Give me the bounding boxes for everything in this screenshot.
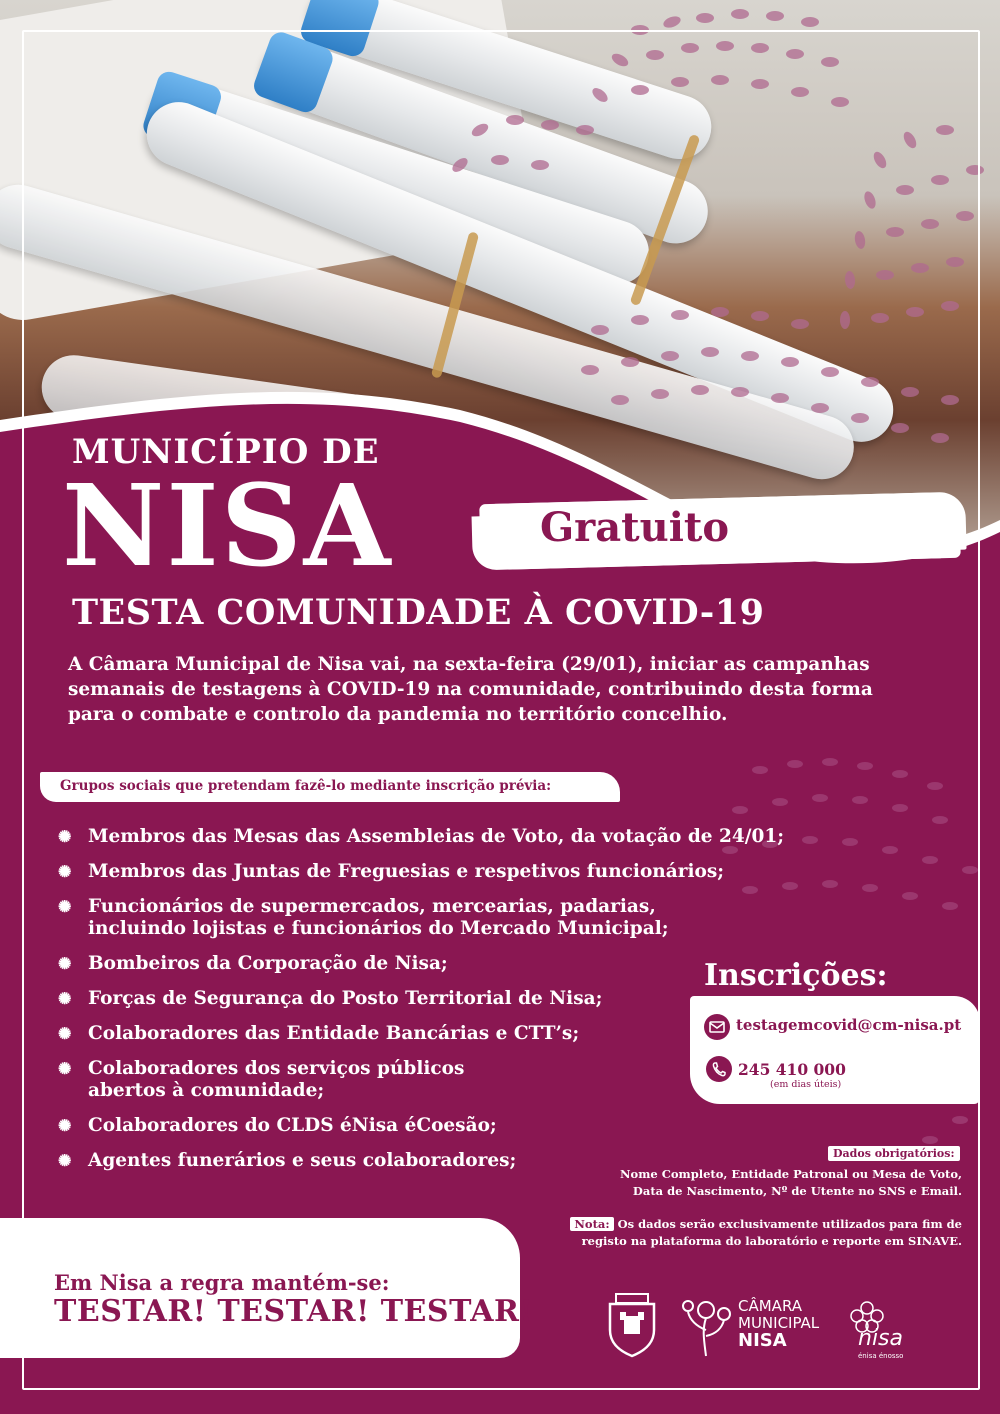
logo-text: CÂMARA (738, 1297, 803, 1315)
list-item-text: Colaboradores das Entidade Bancárias e CTT’s; (88, 1023, 580, 1044)
dados-text (582, 1166, 962, 1200)
enisa-logo: nisa (858, 1326, 903, 1351)
inscricoes-title: Inscrições: (704, 958, 888, 993)
dados-label: Dados obrigatórios: (828, 1146, 960, 1161)
list-item-text: Agentes funerários e seus colaboradores; (88, 1150, 517, 1171)
nota-line: registo na plataforma do laboratório e reporte em SINAVE. (581, 1234, 962, 1248)
email-link[interactable]: testagemcovid@cm-nisa.pt (736, 1016, 962, 1034)
flower-logo-icon (676, 1290, 736, 1358)
slogan-intro: Em Nisa a regra mantém-se: (54, 1270, 390, 1295)
dados-line: Data de Nascimento, Nº de Utente no SNS e Email. (632, 1184, 962, 1198)
list-item-text: Membros das Juntas de Freguesias e respetivos funcionários; (88, 861, 725, 882)
phone-note: (em dias úteis) (770, 1079, 842, 1090)
list-item (58, 896, 818, 940)
list-item-text: Forças de Segurança do Posto Territorial de Nisa; (88, 988, 603, 1009)
flower-bullet-icon: ✺ (58, 897, 72, 916)
gratuito-badge: Gratuito (540, 504, 730, 551)
slogan-testar: TESTAR! TESTAR! TESTAR! (54, 1294, 534, 1329)
headline: TESTA COMUNIDADE À COVID-19 (72, 592, 765, 633)
nota-line: Os dados serão exclusivamente utilizados para fim de (617, 1217, 962, 1231)
coat-of-arms-logo (602, 1290, 662, 1360)
logo-text: MUNICIPAL (738, 1314, 820, 1332)
flower-bullet-icon: ✺ (58, 954, 72, 973)
flower-bullet-icon: ✺ (58, 989, 72, 1008)
envelope-icon (704, 1014, 730, 1040)
list-item-text: abertos à comunidade; (88, 1080, 325, 1101)
dados-line: Nome Completo, Entidade Patronal ou Mesa de Voto, (620, 1167, 962, 1181)
nota-text (542, 1216, 962, 1250)
nisa-title: NISA (62, 461, 393, 592)
list-item-text: incluindo lojistas e funcionários do Mercado Municipal; (88, 918, 669, 939)
intro-line: A Câmara Municipal de Nisa vai, na sexta-feira (29/01), iniciar as campanhas (68, 654, 870, 675)
list-item-text: Membros das Mesas das Assembleias de Voto, da votação de 24/01; (88, 826, 785, 847)
list-item (58, 1115, 818, 1137)
phone-icon (706, 1056, 732, 1082)
flower-bullet-icon: ✺ (58, 827, 72, 846)
nota-label: Nota: (570, 1217, 613, 1231)
municipio-label: MUNICÍPIO DE (72, 432, 380, 472)
logo-text: NISA (738, 1330, 787, 1351)
flower-bullet-icon: ✺ (58, 1024, 72, 1043)
list-item-text: Colaboradores do CLDS éNisa éCoesão; (88, 1115, 497, 1136)
phone-number[interactable]: 245 410 000 (738, 1060, 846, 1079)
list-item (58, 826, 818, 848)
list-item-text: Colaboradores dos serviços públicos (88, 1058, 465, 1079)
flower-bullet-icon: ✺ (58, 1151, 72, 1170)
enisa-tagline: énisa énosso (858, 1352, 904, 1360)
intro-line: semanais de testagens à COVID-19 na comunidade, contribuindo desta forma (68, 679, 873, 700)
flower-bullet-icon: ✺ (58, 1059, 72, 1078)
flower-bullet-icon: ✺ (58, 1116, 72, 1135)
list-item-text: Funcionários de supermercados, mercearias, padarias, (88, 896, 656, 917)
groups-title: Grupos sociais que pretendam fazê-lo mediante inscrição prévia: (60, 778, 552, 794)
intro-line: para o combate e controlo da pandemia no território concelhio. (68, 704, 728, 725)
list-item (58, 861, 818, 883)
intro-paragraph (68, 652, 948, 727)
flower-bullet-icon: ✺ (58, 862, 72, 881)
camara-municipal-logo (738, 1298, 819, 1349)
list-item-text: Bombeiros da Corporação de Nisa; (88, 953, 448, 974)
